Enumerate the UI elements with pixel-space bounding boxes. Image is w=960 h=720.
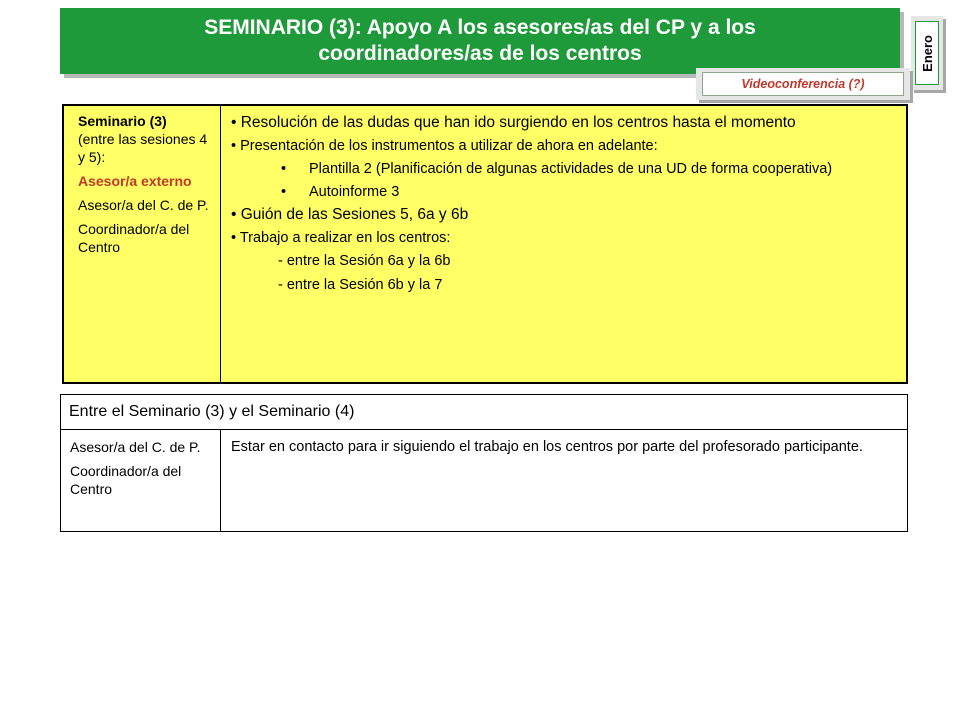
content-column	[221, 106, 906, 382]
between-description: Estar en contacto para ir siguiendo el trabajo en los centros por parte del profesorado participante.	[231, 439, 863, 455]
centre-coordinator: Coordinador/a del Centro	[78, 221, 190, 255]
seminar-heading	[78, 112, 212, 166]
between-coordinator: Coordinador/a del Centro	[70, 463, 182, 497]
between-seminars-table	[60, 394, 908, 532]
modality-label: Videoconferencia (?)	[741, 77, 865, 91]
participants-column	[64, 106, 221, 382]
seminar-timing: (entre las sesiones 4 y 5):	[78, 131, 208, 165]
content-item-instruments: • Presentación de los instrumentos a utilizar de ahora en adelante:	[231, 138, 658, 154]
work-item-6a-6b: - entre la Sesión 6a y la 6b	[278, 253, 451, 269]
between-description-cell	[221, 430, 907, 531]
title-line-2: coordinadores/as de los centros	[318, 42, 642, 65]
sub-item-autoinforme-text: Autoinforme 3	[309, 184, 400, 200]
external-advisor: Asesor/a externo	[78, 173, 192, 189]
month-tab-frame	[915, 21, 939, 85]
month-tab	[911, 16, 943, 90]
title-line-1: SEMINARIO (3): Apoyo A los asesores/as del CP y a los	[204, 16, 756, 39]
seminar-table	[62, 104, 908, 384]
modality-tab-frame	[702, 72, 904, 96]
bullet-icon: •	[281, 184, 287, 200]
seminar-name: Seminario (3)	[78, 113, 167, 129]
cp-advisor: Asesor/a del C. de P.	[78, 197, 209, 213]
bullet-icon: •	[281, 161, 287, 177]
sub-item-plantilla-text: Plantilla 2 (Planificación de algunas actividades de una UD de forma cooperativa)	[309, 161, 833, 177]
sub-item-plantilla	[231, 160, 896, 178]
month-label: Enero	[919, 34, 935, 72]
content-item-guion: • Guión de las Sesiones 5, 6a y 6b	[231, 206, 469, 223]
work-item-6b-7: - entre la Sesión 6b y la 7	[278, 277, 443, 293]
between-body	[61, 430, 907, 531]
between-participants	[61, 430, 221, 531]
between-cp-advisor: Asesor/a del C. de P.	[70, 439, 201, 455]
sub-item-autoinforme	[231, 183, 896, 201]
content-item-work: • Trabajo a realizar en los centros:	[231, 230, 451, 246]
page-title	[204, 15, 756, 67]
between-header: Entre el Seminario (3) y el Seminario (4)	[61, 395, 907, 430]
modality-tab	[696, 68, 910, 100]
title-banner	[60, 8, 900, 74]
content-item-doubts: • Resolución de las dudas que han ido surgiendo en los centros hasta el momento	[231, 114, 796, 131]
